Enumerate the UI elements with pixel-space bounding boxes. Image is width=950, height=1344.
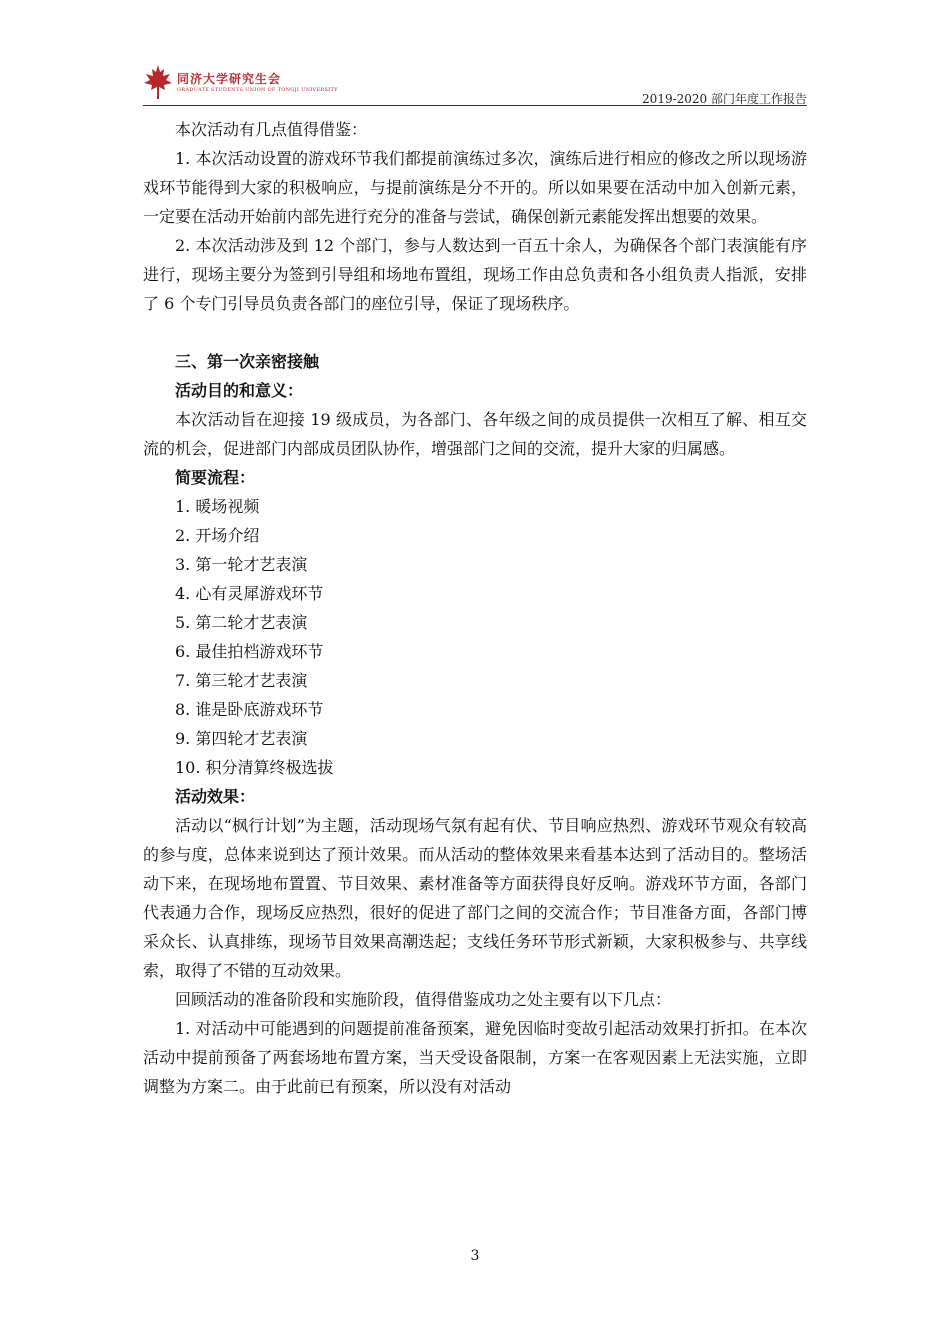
logo-title: 同济大学研究生会 — [177, 72, 282, 86]
list-item: 5. 第二轮才艺表演 — [175, 613, 308, 632]
subheading-flow: 简要流程： — [175, 468, 256, 487]
paragraph: 本次活动有几点值得借鉴： — [175, 120, 368, 139]
spacer — [143, 318, 807, 347]
logo-subtitle: GRADUATE STUDENTS UNION OF TONGJI UNIVERSITY — [177, 87, 338, 93]
report-title: 2019-2020 部门年度工作报告 — [642, 92, 807, 106]
paragraph: 本次活动旨在迎接 19 级成员，为各部门、各年级之间的成员提供一次相互了解、相互交流的机会，促进部门内部成员团队协作，增强部门之间的交流，提升大家的归属感。 — [143, 410, 807, 458]
list-item: 8. 谁是卧底游戏环节 — [175, 700, 324, 719]
list-item: 1. 暖场视频 — [175, 497, 260, 516]
maple-leaf-icon — [143, 64, 173, 100]
list-item: 7. 第三轮才艺表演 — [175, 671, 308, 690]
list-item: 2. 开场介绍 — [175, 526, 260, 545]
subheading-purpose: 活动目的和意义： — [175, 381, 304, 400]
paragraph: 1. 对活动中可能遇到的问题提前准备预案，避免因临时变故引起活动效果打折扣。在本次活动中提前预备了两套场地布置方案，当天受设备限制，方案一在客观因素上无法实施，立即调整为方案二。由于此前已有预案，所以没有对活动 — [143, 1019, 807, 1096]
subheading-effect: 活动效果： — [175, 787, 256, 806]
list-item: 9. 第四轮才艺表演 — [175, 729, 308, 748]
list-item: 4. 心有灵犀游戏环节 — [175, 584, 324, 603]
header-divider — [143, 105, 807, 106]
document-body — [143, 115, 807, 1101]
page-number: 3 — [470, 1248, 480, 1264]
section-heading: 三、第一次亲密接触 — [175, 352, 320, 371]
page-header — [143, 62, 807, 106]
paragraph: 1. 本次活动设置的游戏环节我们都提前演练过多次，演练后进行相应的修改之所以现场游戏环节能得到大家的积极响应，与提前演练是分不开的。所以如果要在活动中加入创新元素，一定要在活动开始前内部先进行充分的准备与尝试，确保创新元素能发挥出想要的效果。 — [143, 149, 807, 226]
union-logo — [143, 62, 338, 102]
paragraph: 回顾活动的准备阶段和实施阶段，值得借鉴成功之处主要有以下几点： — [175, 990, 672, 1009]
list-item: 6. 最佳拍档游戏环节 — [175, 642, 324, 661]
list-item: 10. 积分清算终极选拔 — [175, 758, 334, 777]
paragraph: 2. 本次活动涉及到 12 个部门，参与人数达到一百五十余人，为确保各个部门表演能有序进行，现场主要分为签到引导组和场地布置组，现场工作由总负责和各小组负责人指派，安排了 6 个专门引导员负责各部门的座位引导，保证了现场秩序。 — [143, 236, 807, 313]
paragraph: 活动以“枫行计划”为主题，活动现场气氛有起有伏、节目响应热烈、游戏环节观众有较高的参与度，总体来说到达了预计效果。而从活动的整体效果来看基本达到了活动目的。整场活动下来，在现场地布置置、节目效果、素材准备等方面获得良好反响。游戏环节方面，各部门代表通力合作，现场反应热烈，很好的促进了部门之间的交流合作；节目准备方面，各部门博采众长、认真排练，现场节目效果高潮迭起；支线任务环节形式新颖，大家积极参与、共享线索，取得了不错的互动效果。 — [143, 816, 807, 980]
list-item: 3. 第一轮才艺表演 — [175, 555, 308, 574]
